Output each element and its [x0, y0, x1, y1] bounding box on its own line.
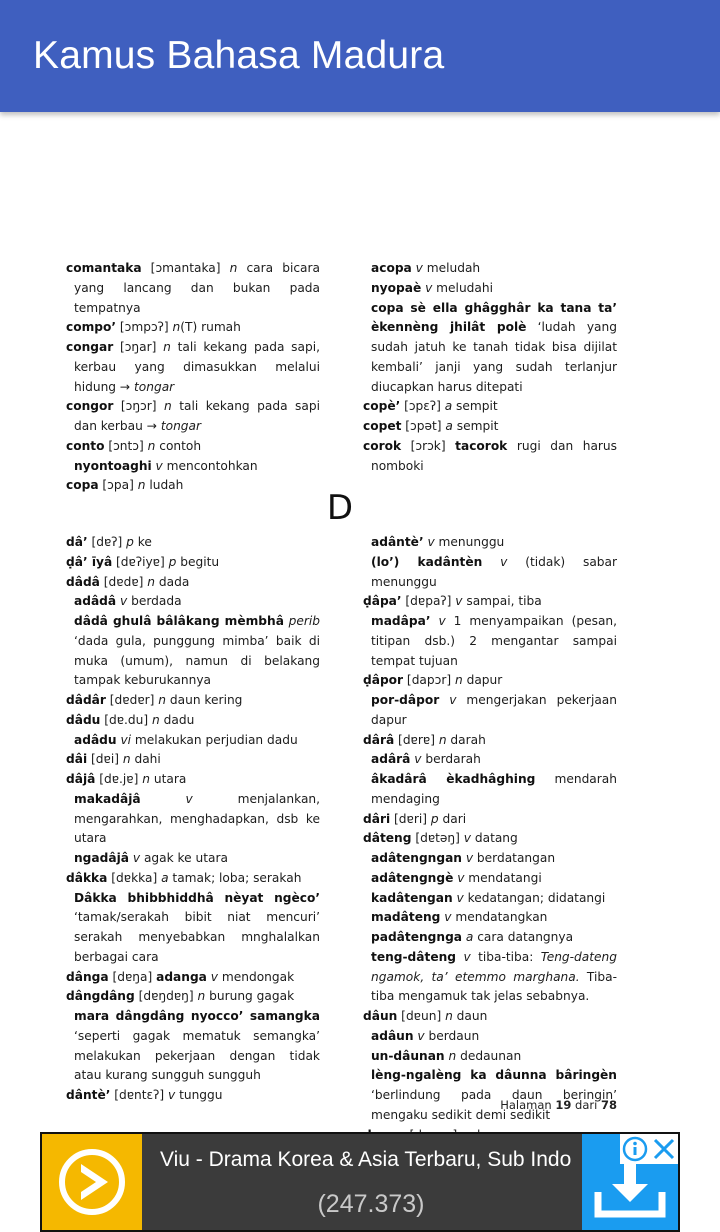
play-arrow-icon [56, 1146, 128, 1218]
entries-column-top-left: comantaka [ɔmantaka] n cara bicara yang lancang dan bukan pada tempatnya compo’ [ɔmpɔʔ] n(T) rumah congar [ɔŋar] n tali kekang pada sapi, kerbau yang dimasukkan melalui hidung → tongar congor [ɔŋɔr] n tali kekang pada sapi dan kerbau → tongar conto [ɔntɔ] n contoh nyontoaghi v mencontohkan copa [ɔpa] n ludah [66, 261, 320, 493]
ad-close-button[interactable] [650, 1134, 678, 1164]
dictionary-page[interactable] [0, 112, 720, 1132]
entries-column-bottom-right: adântè’ v menunggu (lo’) kadântèn v (tidak) sabar menunggu ḍâpa’ [dɐpaʔ] v sampai, tiba madâpa’ v 1 menyampaikan (pesan, titipan dsb.) 2 mengantar sampai tempat tujuan ḍâpor [dapɔr] n dapur por-dâpor v mengerjakan pekerjaan dapur dârâ [dɐrɐ] n darah adârâ v berdarah âkadârâ èkadhâghing mendarah mendaging dâri [dɐri] p dari dâteng [dɐtəŋ] v datang adâtengngan v berdatangan adâtengngè v mendatangi kadâtengan v kedatangan; didatangi madâteng v mendatangkan padâtengnga a cara datangnya teng-dâteng v tiba-tiba: Teng-dateng ngamok, ta’ etemmo marghana. Tiba-tiba mengamuk tak jelas sebabnya. dâun [dɐun] n daun adâun v berdaun un-dâunan n dedaunan lèng-ngalèng ka dâunna bâringèn ‘berlindung pada daun beringin’ mengaku sedikit demi sedikit [363, 535, 618, 1122]
pager-separator: dari [575, 1098, 598, 1112]
app-bar [0, 0, 720, 112]
entries-column-top-right: acopa v meludah nyopaè v meludahi copa sè ella ghâgghâr ka tana ta’ èkennèng jhilât polè ‘ludah yang sudah jatuh ke tanah tidak bisa dijilat kembali’ janji yang sudah terlanjur diucapkan harus ditepati copè’ [ɔpɛʔ] a sempit copet [ɔpət] a sempit corok [ɔrɔk] tacorok rugi dan harus nomboki [363, 261, 617, 473]
ad-rating-count: (247.373) [317, 1190, 425, 1218]
info-icon [620, 1134, 650, 1164]
ad-banner[interactable] [40, 1132, 680, 1232]
pager-current: 19 [555, 1098, 572, 1112]
ad-title[interactable]: Viu - Drama Korea & Asia Terbaru, Sub Indo [160, 1148, 572, 1171]
ad-app-logo[interactable] [42, 1134, 142, 1230]
section-letter: D [326, 488, 354, 528]
app-title: Kamus Bahasa Madura [33, 34, 445, 77]
download-icon [594, 1156, 666, 1218]
pager-total: 78 [600, 1098, 617, 1112]
close-icon [650, 1134, 678, 1164]
page-indicator [500, 1098, 617, 1112]
ad-info-button[interactable] [620, 1134, 650, 1164]
pager-prefix: Halaman [500, 1098, 552, 1112]
entries-column-bottom-left: dâ’ [dɐʔ] p ke ḍâ’ īyâ [dɐʔiyɐ] p begitu dâdâ [dɐdɐ] n dada adâdâ v berdada dâdâ ghulâ bâlâkang mèmbhâ perib ‘dada gula, punggung mimba’ baik di muka (umum), namun di belakang tampak keburukannya dâdâr [dɐdɐr] n daun kering dâdu [dɐ.du] n dadu adâdu vi melakukan perjudian dadu dâi [dɐi] n dahi dâjâ [dɐ.jɐ] n utara makadâjâ v menjalankan, mengarahkan, menghadapkan, dsb ke utara ngadâjâ v agak ke utara dâkka [dɐkka] a tamak; loba; serakah Dâkka bhibbhiddhâ nèyat ngèco’ ‘tamak/serakah bibit niat mencuri’ serakah menyebabkan mnghalalkan berbagai cara dânga [dɐŋa] adanga v mendongak dângdâng [dɐŋdɐŋ] n burung gagak mara dângdâng nyocco’ samangka ‘seperti gagak mematuk semangka’ melakukan pekerjaan dengan tidak atau kurang sungguh sungguh dântè’ [dɐntɛʔ] v tunggu [66, 535, 321, 1102]
